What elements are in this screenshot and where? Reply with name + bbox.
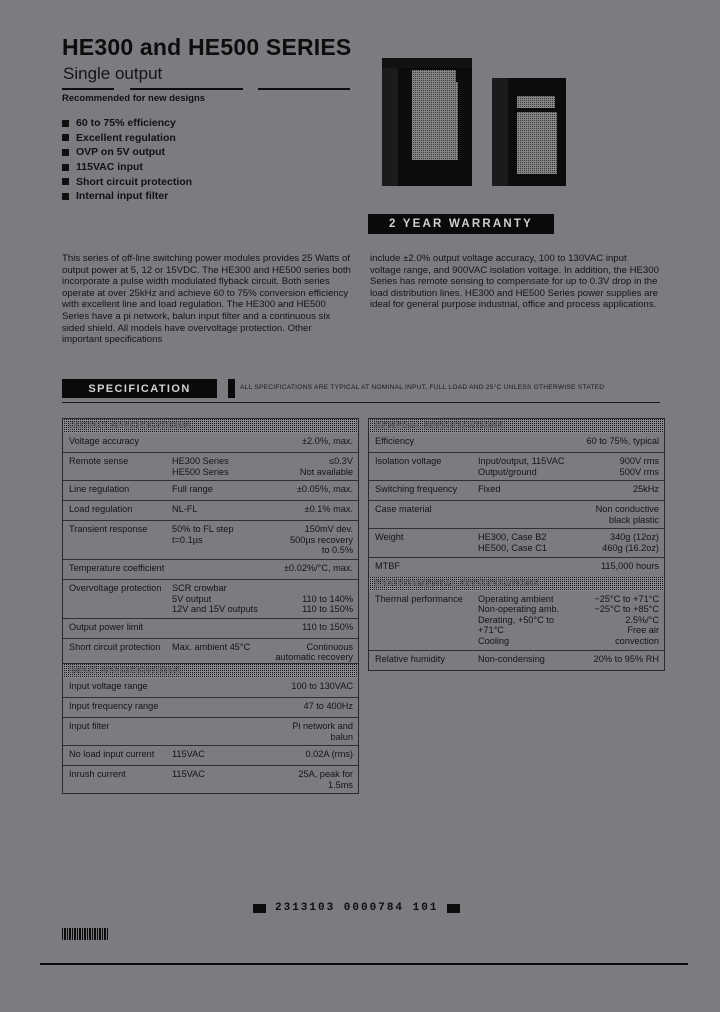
feature-label: Excellent regulation	[76, 131, 176, 144]
row-label: Input voltage range	[69, 681, 148, 691]
specification-note: ALL SPECIFICATIONS ARE TYPICAL AT NOMINAL INPUT, FULL LOAD AND 25°C UNLESS OTHERWISE STATED	[240, 384, 605, 391]
input-section-band: INPUT SPECIFICATIONS	[63, 664, 358, 678]
row-label: Relative humidity	[375, 653, 445, 664]
row-condition	[172, 681, 275, 692]
square-bullet-icon	[62, 149, 69, 156]
module-label-upper	[517, 96, 555, 108]
feature-item	[62, 189, 192, 204]
row-label: Output power limit	[69, 621, 144, 632]
table-row	[369, 452, 664, 480]
row-condition	[172, 563, 275, 574]
module-shade	[382, 58, 398, 186]
row-label: Voltage accuracy	[69, 436, 139, 446]
row-label: Line regulation	[69, 484, 130, 495]
row-value: Non conductive black plastic	[595, 504, 659, 525]
row-label: Isolation voltage	[375, 456, 442, 466]
feature-label: Short circuit protection	[76, 175, 193, 188]
table-row	[63, 745, 358, 765]
row-label: Weight	[375, 532, 404, 543]
row-label: Temperature coefficient	[69, 562, 165, 573]
row-label: Efficiency	[375, 436, 415, 446]
row-value: 25A, peak for 1.5ms	[298, 769, 353, 790]
row-value: 0.02A (rms)	[305, 749, 353, 760]
row-condition	[478, 561, 581, 572]
row-condition: Input/output, 115VAC Output/ground	[478, 456, 565, 477]
row-value: 47 to 400Hz	[303, 701, 353, 711]
row-label: Transient response	[69, 524, 148, 535]
feature-item	[62, 145, 192, 160]
footer-block-right	[447, 904, 460, 913]
row-label: Overvoltage protection	[69, 582, 162, 593]
table-row	[63, 765, 358, 793]
row-label: No load input current	[69, 749, 155, 760]
row-label: Input filter	[69, 721, 110, 731]
row-condition: 115VAC	[172, 749, 205, 760]
table-row	[369, 591, 664, 650]
row-value: 60 to 75%, typical	[586, 436, 659, 446]
footer-code	[253, 902, 460, 914]
footer-barcode	[62, 928, 108, 940]
row-label: Remote sense	[69, 456, 129, 466]
module-shade	[492, 78, 508, 186]
row-condition	[172, 622, 275, 633]
row-condition	[478, 436, 581, 447]
header-rule-mid	[130, 88, 243, 90]
intro-paragraph-left: This series of off-line switching power modules provides 25 Watts of output power at 5, 12 or 15VDC. The HE300 and HE500 series both incorporate a pulse width modulated flyback circuit. Both series operate at over 25kHz and achieve 60 to 75% conversion efficiency with excellent line and load regulation. The HE300 and HE500 Series have a pi network, balun input filter and a continuous six sided shield. All models have overvoltage protection. Other important specifications	[62, 253, 351, 346]
specification-tick	[228, 379, 235, 398]
row-label: Switching frequency	[375, 484, 458, 495]
row-value: 340g (12oz) 460g (16.2oz)	[602, 532, 659, 553]
table-row	[369, 528, 664, 556]
feature-item	[62, 160, 192, 175]
product-photo	[352, 52, 572, 204]
input-spec-table	[62, 663, 359, 794]
row-condition: Non-condensing	[478, 653, 545, 664]
row-value: Pi network and balun	[292, 721, 353, 742]
module-label-upper	[412, 70, 456, 82]
header-rule-right	[258, 88, 350, 90]
table-row	[63, 452, 358, 480]
row-value: ±2.0%, max.	[302, 436, 353, 446]
specification-heading: SPECIFICATION	[62, 379, 217, 398]
row-value: 110 to 140% 110 to 150%	[302, 593, 353, 615]
intro-paragraph-right: include ±2.0% output voltage accuracy, 100 to 130VAC input voltage range, and 900VAC isolation voltage. In addition, the HE300 Series has remote sensing to compensate for up to 0.3V drop in the load distribution lines. HE300 and HE500 Series power supplies are ideal for general purpose industrial, office and process applications.	[370, 253, 659, 311]
feature-list	[62, 116, 192, 204]
row-label: Inrush current	[69, 769, 126, 780]
feature-item	[62, 174, 192, 189]
row-condition: SCR crowbar 5V output 12V and 15V outputs	[172, 582, 258, 615]
page-subtitle: Single output	[63, 64, 163, 83]
row-label: Case material	[375, 504, 432, 515]
row-value: 20% to 95% RH	[593, 653, 659, 664]
row-value: ±0.02%/°C, max.	[284, 562, 353, 573]
table-row	[63, 618, 358, 638]
feature-label: 115VAC input	[76, 161, 143, 174]
row-condition	[172, 436, 275, 447]
footer-block-left	[253, 904, 266, 913]
row-value: 900V rms 500V rms	[619, 456, 659, 477]
row-value: 115,000 hours	[600, 560, 659, 571]
row-value: ±0.1% max.	[304, 504, 353, 515]
row-condition: 115VAC	[172, 769, 205, 780]
table-row	[369, 557, 664, 577]
row-condition: Max. ambient 45°C	[172, 641, 251, 652]
warranty-banner: 2 YEAR WARRANTY	[368, 214, 554, 234]
row-condition: Fixed	[478, 484, 501, 495]
table-row	[369, 480, 664, 500]
footer-rule	[40, 963, 688, 965]
header-rule-left	[62, 88, 114, 90]
row-label: MTBF	[375, 560, 401, 571]
feature-label: OVP on 5V output	[76, 146, 166, 159]
output-section-band: OUTPUT SPECIFICATIONS	[63, 419, 358, 433]
table-row	[369, 433, 664, 452]
row-condition: HE300 Series HE500 Series	[172, 456, 229, 477]
square-bullet-icon	[62, 134, 69, 141]
feature-label: Internal input filter	[76, 190, 169, 203]
table-row	[369, 650, 664, 670]
general-spec-table	[368, 418, 665, 671]
recommended-note: Recommended for new designs	[62, 93, 206, 104]
table-row	[63, 520, 358, 559]
row-value: 110 to 150%	[302, 621, 353, 632]
feature-item	[62, 131, 192, 146]
row-condition: Full range	[172, 484, 213, 495]
table-row	[63, 638, 358, 666]
footer-code-text: 2313103 0000784 101	[275, 902, 439, 914]
module-top-face	[382, 58, 472, 68]
environmental-section-band: ENVIRONMENTAL SPECIFICATIONS	[369, 577, 664, 591]
square-bullet-icon	[62, 178, 69, 185]
feature-label: 60 to 75% efficiency	[76, 117, 176, 130]
row-value: −25°C to +71°C −25°C to +85°C 2.5%/°C Free air convection	[594, 593, 659, 646]
square-bullet-icon	[62, 164, 69, 171]
row-label: Input frequency range	[69, 701, 159, 711]
table-row	[63, 433, 358, 452]
table-row	[63, 697, 358, 717]
table-row	[369, 500, 664, 528]
table-row	[63, 559, 358, 579]
square-bullet-icon	[62, 193, 69, 200]
square-bullet-icon	[62, 120, 69, 127]
row-value: 25kHz	[632, 484, 659, 495]
module-label-main	[517, 112, 557, 174]
module-he500-image	[382, 58, 472, 186]
row-condition: Operating ambient Non-operating amb. Derating, +50°C to +71°C Cooling	[478, 593, 560, 646]
row-condition: NL-FL	[172, 504, 198, 515]
row-label: Load regulation	[69, 504, 133, 515]
row-condition: HE300, Case B2 HE500, Case C1	[478, 532, 547, 553]
table-row	[63, 500, 358, 520]
feature-item	[62, 116, 192, 131]
row-label: Short circuit protection	[69, 641, 161, 652]
table-row	[63, 480, 358, 500]
table-row	[63, 579, 358, 618]
row-condition	[172, 701, 275, 712]
row-value: 150mV dev. 500µs recovery to 0.5%	[290, 524, 353, 556]
row-value: ≤0.3V Not available	[299, 456, 353, 477]
row-condition: 50% to FL step t=0.1µs	[172, 524, 234, 545]
module-he300-image	[492, 78, 566, 186]
table-row	[63, 717, 358, 745]
row-label: Thermal performance	[375, 593, 463, 604]
general-section-band: GENERAL SPECIFICATIONS	[369, 419, 664, 433]
module-label-main	[412, 82, 458, 160]
output-spec-table	[62, 418, 359, 667]
row-value: ±0.05%, max.	[296, 484, 353, 495]
row-value: 100 to 130VAC	[291, 681, 353, 691]
specification-underline	[62, 402, 660, 403]
page-title: HE300 and HE500 SERIES	[62, 34, 352, 60]
table-row	[63, 678, 358, 697]
row-condition	[478, 504, 581, 515]
row-value: Continuous automatic recovery	[275, 641, 353, 663]
row-condition	[172, 721, 275, 732]
